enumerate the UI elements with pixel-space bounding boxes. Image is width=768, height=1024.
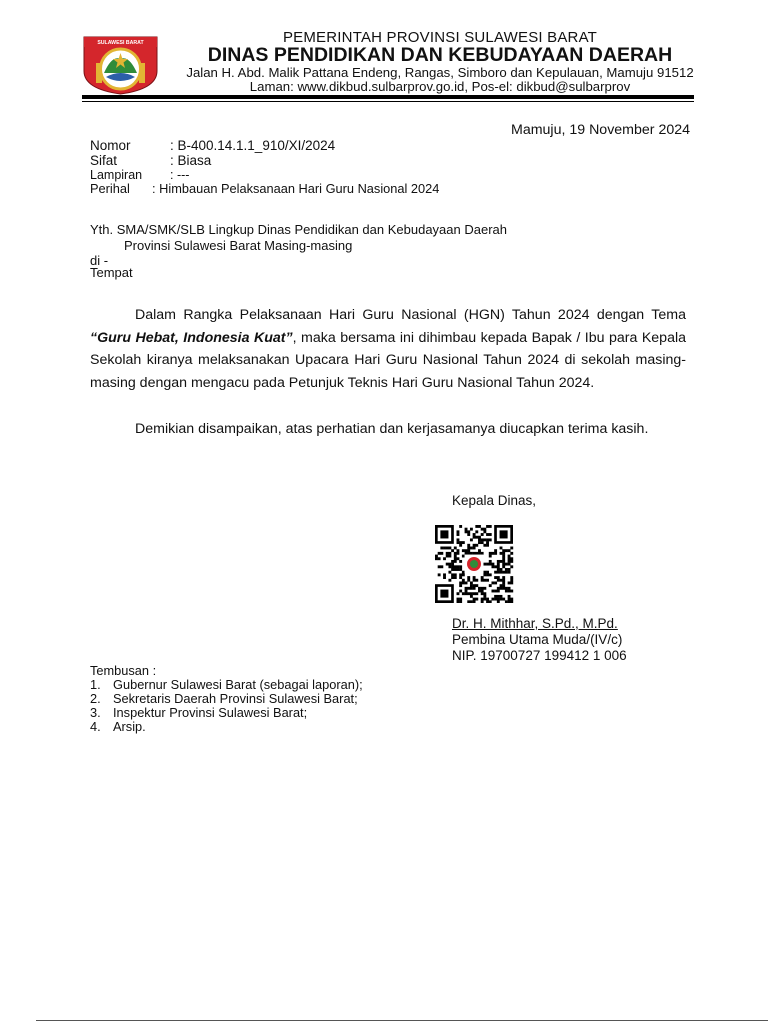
- lampiran-label: Lampiran: [90, 168, 143, 182]
- perihal-label: Perihal: [90, 181, 130, 196]
- cc-item-4-num: 4.: [90, 719, 101, 734]
- cc-item-2-text: Sekretaris Daerah Provinsi Sulawesi Barat;: [113, 691, 358, 706]
- paragraph-1-start: Dalam Rangka Pelaksanaan Hari Guru Nasional (HGN) Tahun 2024 dengan Tema: [135, 307, 686, 323]
- signatory-title: Kepala Dinas,: [452, 493, 537, 508]
- signatory-name: Dr. H. Mithhar, S.Pd., M.Pd.: [452, 616, 618, 631]
- cc-item-3-num: 3.: [90, 705, 101, 720]
- recipient-di: di -: [90, 253, 109, 268]
- agency-contact: Laman: www.dikbud.sulbarprov.go.id, Pos-el: dikbud@sulbarprov: [249, 79, 631, 94]
- cc-item-3-text: Inspektur Provinsi Sulawesi Barat;: [113, 705, 308, 720]
- letter-body: [90, 304, 686, 394]
- page-bottom-rule: [36, 1020, 768, 1021]
- qr-code-signature: [430, 525, 518, 603]
- letterhead-divider-thin: [82, 101, 694, 102]
- signatory-rank: Pembina Utama Muda/(IV/c): [452, 632, 623, 647]
- recipient-line-2: Provinsi Sulawesi Barat Masing-masing: [124, 238, 353, 253]
- nomor-value: : B-400.14.1.1_910/XI/2024: [170, 138, 336, 153]
- recipient-tempat: Tempat: [90, 265, 133, 280]
- cc-item-4-text: Arsip.: [113, 719, 146, 734]
- letter-date: Mamuju, 19 November 2024: [511, 122, 691, 138]
- logo-label: SULAWESI BARAT: [97, 40, 144, 46]
- paragraph-1-end: , maka bersama ini dihimbau kepada Bapak / Ibu para Kepala Sekolah kiranya melaksanakan Upacara Hari Guru Nasional Tahun 2024 di sekolah masing-masing dengan mengacu pada Petunjuk Teknis Hari Guru Nasional Tahun 2024.: [90, 329, 687, 391]
- nomor-label: Nomor: [90, 138, 131, 153]
- recipient-line-1: Yth. SMA/SMK/SLB Lingkup Dinas Pendidikan dan Kebudayaan Daerah: [90, 222, 507, 237]
- cc-heading: Tembusan :: [90, 663, 157, 678]
- government-name: PEMERINTAH PROVINSI SULAWESI BARAT: [282, 29, 598, 46]
- perihal-value: : Himbauan Pelaksanaan Hari Guru Nasional 2024: [152, 181, 440, 196]
- theme-text: “Guru Hebat, Indonesia Kuat”: [90, 329, 293, 346]
- signatory-nip: NIP. 19700727 199412 1 006: [452, 648, 627, 663]
- lampiran-value: : ---: [170, 168, 190, 182]
- sifat-label: Sifat: [90, 153, 118, 168]
- body-paragraph-1: [90, 304, 686, 394]
- sifat-value: : Biasa: [170, 153, 212, 168]
- cc-item-1-num: 1.: [90, 677, 101, 692]
- cc-item-2-num: 2.: [90, 691, 101, 706]
- letterhead-divider-thick: [82, 95, 694, 99]
- body-paragraph-2: Demikian disampaikan, atas perhatian dan kerjasamanya diucapkan terima kasih.: [135, 421, 649, 437]
- agency-address: Jalan H. Abd. Malik Pattana Endeng, Rangas, Simboro dan Kepulauan, Mamuju 91512: [186, 65, 694, 80]
- agency-name: DINAS PENDIDIKAN DAN KEBUDAYAAN DAERAH: [207, 44, 673, 66]
- cc-item-1-text: Gubernur Sulawesi Barat (sebagai laporan);: [113, 677, 363, 692]
